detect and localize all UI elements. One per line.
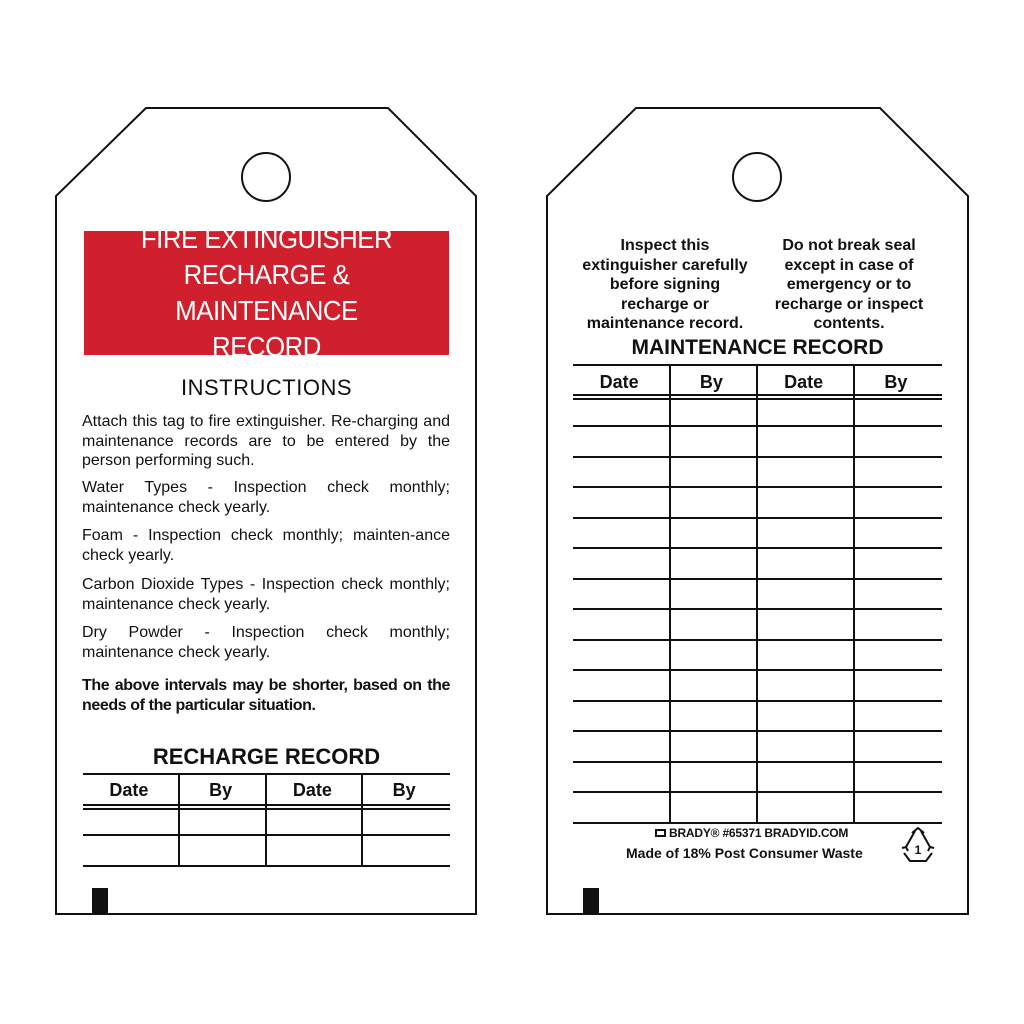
- svg-text:1: 1: [914, 843, 922, 857]
- col-by: By: [392, 780, 416, 800]
- brady-logo-icon: [655, 829, 666, 837]
- back-tag-hole: [732, 152, 782, 202]
- back-tag-notch: [583, 888, 599, 914]
- table-row[interactable]: [573, 730, 942, 732]
- column-divider: [361, 773, 363, 867]
- banner-line-1: FIRE EXTINGUISHER: [140, 223, 393, 254]
- inspect-note: Inspect this extinguisher carefully before signing recharge or maintenance record.: [582, 237, 748, 332]
- banner-line-3: RECORD: [212, 331, 321, 362]
- column-divider: [853, 364, 855, 822]
- instruction-paragraph-5: Dry Powder - Inspection check monthly; maintenance check yearly.: [82, 624, 450, 661]
- col-date: Date: [599, 372, 639, 392]
- column-divider: [756, 364, 758, 822]
- col-by: By: [884, 372, 908, 392]
- col-date: Date: [784, 372, 824, 392]
- table-row[interactable]: [573, 486, 942, 488]
- instructions-heading: INSTRUCTIONS: [181, 375, 352, 400]
- table-row[interactable]: [573, 791, 942, 793]
- table-row[interactable]: [573, 456, 942, 458]
- table-row[interactable]: [573, 639, 942, 641]
- table-row[interactable]: [573, 517, 942, 519]
- banner-line-2: RECHARGE & MAINTENANCE: [175, 259, 358, 326]
- brady-product-line: [655, 826, 848, 840]
- instruction-paragraph-1: Attach this tag to fire extinguisher. Re-charging and maintenance records are to be entered by the person performing such.: [82, 413, 450, 469]
- table-row[interactable]: [573, 547, 942, 549]
- seal-note: Do not break seal except in case of emergency or to recharge or inspect contents.: [774, 237, 924, 332]
- instruction-paragraph-4: Carbon Dioxide Types - Inspection check monthly; maintenance check yearly.: [82, 576, 450, 613]
- col-by: By: [209, 780, 233, 800]
- instruction-paragraph-2: Water Types - Inspection check monthly; maintenance check yearly.: [82, 479, 450, 516]
- instruction-paragraph-3: Foam - Inspection check monthly; mainten-ance check yearly.: [82, 527, 450, 564]
- front-title-banner: [84, 223, 449, 362]
- recycled-content-note: Made of 18% Post Consumer Waste: [626, 845, 863, 861]
- table-row[interactable]: [573, 822, 942, 824]
- recharge-record-table: [83, 773, 450, 868]
- table-row[interactable]: [573, 608, 942, 610]
- maintenance-record-table: [573, 364, 942, 824]
- col-date: Date: [292, 780, 332, 800]
- column-divider: [265, 773, 267, 867]
- recharge-record-title: RECHARGE RECORD: [152, 744, 381, 769]
- column-divider: [178, 773, 180, 867]
- table-row[interactable]: [573, 425, 942, 427]
- table-row[interactable]: [573, 578, 942, 580]
- col-by: By: [699, 372, 723, 392]
- brand-text: BRADY® #65371 BRADYID.COM: [669, 826, 849, 840]
- table-row[interactable]: [573, 700, 942, 702]
- front-tag-notch: [92, 888, 108, 914]
- maintenance-record-title: MAINTENANCE RECORD: [631, 336, 884, 359]
- interval-note: The above intervals may be shorter, based on the needs of the particular situation.: [82, 677, 450, 714]
- col-date: Date: [109, 780, 149, 800]
- recycle-1-icon: [898, 827, 938, 863]
- table-row[interactable]: [573, 669, 942, 671]
- front-tag-hole: [241, 152, 291, 202]
- column-divider: [669, 364, 671, 822]
- table-row[interactable]: [573, 761, 942, 763]
